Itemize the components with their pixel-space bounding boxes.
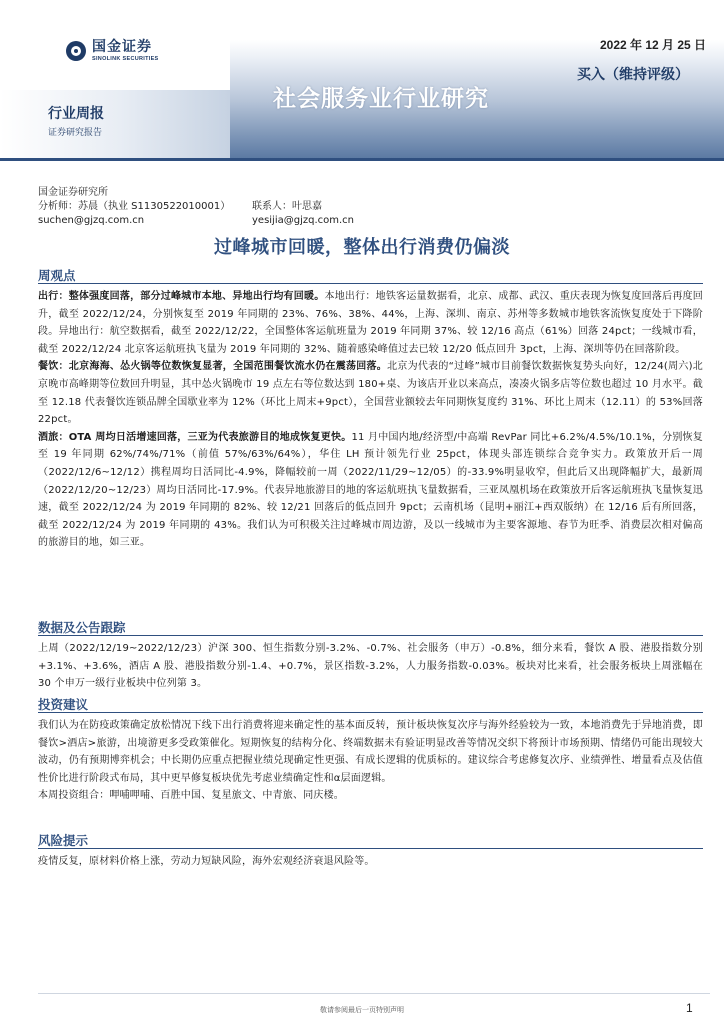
page-number: 1: [686, 1001, 693, 1015]
section-weekly-view: [38, 268, 703, 552]
analyst-email[interactable]: suchen@gjzq.com.cn: [38, 215, 145, 226]
paragraph-advice: 我们认为在防疫政策确定放松情况下线下出行消费将迎来确定性的基本面反转，预计板块恢复次序与海外经验较为一致，本地消费先于异地消费，即餐饮>酒店>旅游，出境游更多受政策催化。短期恢复的结构分化、终端数据未有验证明显改善等情况交织下将预计市场预期、情绪仍可能出现较大波动，仍有预期博弈机会；中长期仍应重点把握业绩兑现确定性更强、有成长逻辑的优质标的。建议综合考虑修复次序、业绩弹性、增量看点及估值性价比进行阶段式布局，其中更早修复板块优先考虑业绩确定性和α层面逻辑。: [38, 720, 703, 784]
section-risk: [38, 833, 703, 871]
banner-left-strip: [0, 90, 230, 158]
paragraph-body: 本地出行：地铁客运量数据看，北京、成都、武汉、重庆表现为恢复度回落后再度回升，截至 2022/12/24，分别恢复至 2019 年同期的 23%、76%、38%、44%，上海、深圳、南京、苏州等多数城市地铁客流恢复度处于下降阶段。异地出行：航空数据看，截至 2022/12/22，全国整体客运航班量为 2019 年同期 37%、较 12/16 高点（61%）回落 24pct；一线城市看，截至 2022/12/24 北京客运航班执飞量为 2019 年同期的 32%、随着感染峰值过去已较 12/20 低点回升 3pct，上海、深圳等仍在回落阶段。: [38, 291, 703, 355]
section-heading: 周观点: [38, 268, 703, 284]
report-category: 证券研究报告: [48, 128, 103, 138]
paragraph-body: 11 月中国内地/经济型/中高端 RevPar 同比+6.2%/4.5%/10.1%，分别恢复至 19 年同期 62%/74%/71%（前值 57%/63%/64%），华住 LH 预计领先行业 25pct，体现头部连锁综合竞争实力。政策放开后一周（2022/12/6~12/12）携程周均日活同比-4.9%，降幅较前一周（2022/11/29~12/05）的-33.9%明显收窄，但此后又出现降幅扩大，最新周（2022/12/20~12/23）周均日活同比-17.9%。代表异地旅游目的地的客运航班执飞量数据看，三亚凤凰机场在政策放开后客运航班执飞量恢复迅速，截至 2022/12/24 为 2019 年同期的 82%、较 12/21 回落后的低点回升 9pct；云南机场（昆明+丽江+西双版纳）在 12/16 后有所回落，截至 2022/12/24 为 2019 年同期的 43%。我们认为可积极关注过峰城市周边游，及以一线城市为主要客源地、春节为旺季、消费层次相对偏高的旅游目的地，如三亚。: [38, 431, 704, 549]
rating-label: 买入（维持评级）: [577, 67, 689, 83]
logo-english-name: SINOLINK SECURITIES: [92, 56, 159, 62]
paragraph-lead: 出行：整体强度回落，部分过峰城市本地、异地出行均有回暖。: [38, 291, 325, 302]
main-title: 过峰城市回暖，整体出行消费仍偏淡: [214, 237, 510, 258]
report-date: 2022 年 12 月 25 日: [600, 38, 707, 52]
contact-email[interactable]: yesijia@gjzq.com.cn: [252, 215, 355, 226]
report-type: 行业周报: [48, 106, 104, 122]
section-heading: 投资建议: [38, 697, 703, 713]
paragraph-risk: 疫情反复，原材料价格上涨，劳动力短缺风险，海外宏观经济衰退风险等。: [38, 856, 375, 867]
contact-line: 联系人：叶思嘉: [252, 201, 322, 212]
section-heading: 数据及公告跟踪: [38, 620, 703, 636]
analyst-line: 分析师：苏晨（执业 S1130522010001）: [38, 201, 231, 212]
paragraph-hotel-travel: [38, 429, 703, 552]
footer-divider: [38, 993, 710, 994]
paragraph-travel: [38, 288, 703, 358]
section-data-tracking: [38, 620, 703, 693]
section-investment-advice: [38, 697, 703, 805]
section-heading: 风险提示: [38, 833, 703, 849]
banner-divider: [0, 158, 724, 161]
paragraph-lead: 酒旅：OTA 周均日活增速回落，三亚为代表旅游目的地成恢复更快。: [38, 431, 352, 443]
institute-name: 国金证券研究所: [38, 187, 108, 198]
paragraph-dining: [38, 358, 703, 428]
footer-disclaimer: 敬请参阅最后一页特别声明: [320, 1006, 404, 1014]
paragraph-portfolio: 本周投资组合：呷哺呷哺、百胜中国、复星旅文、中青旅、同庆楼。: [38, 790, 344, 802]
logo-icon: [66, 41, 86, 61]
paragraph-body: 北京为代表的“过峰”城市目前餐饮数据恢复势头向好，12/24(周六)北京晚市高峰期等位数回升明显，其中怂火锅晚市 19 点左右等位数达到 180+桌、为该店开业以来高点，凑凑火锅多店等位数也超过 10 月水平。截至 12.18 代表餐饮连锁品牌全国歇业率为 12%（环比上周末+9pct），全国营业额较去年同期恢复度约 31%、环比上周末（12.11）的 53%回落 22pct。: [38, 361, 703, 426]
report-title: 社会服务业行业研究: [273, 86, 489, 112]
analyst-info: [38, 186, 354, 228]
company-logo: [66, 40, 159, 62]
logo-chinese-name: 国金证券: [92, 39, 152, 55]
paragraph-lead: 餐饮：北京海海、怂火锅等位数恢复显著，全国范围餐饮流水仍在震荡回落。: [38, 361, 388, 373]
paragraph-market-data: 上周（2022/12/19~2022/12/23）沪深 300、恒生指数分别-3.2%、-0.7%、社会服务（申万）-0.8%，细分来看，餐饮 A 股、港股指数分别+3.1%、+3.6%，酒店 A 股、港股指数分别-1.4、+0.7%，景区指数-3.2%，人力服务指数-0.03%。板块对比来看，社会服务板块上周涨幅在 30 个申万一级行业板块中位列第 3。: [38, 643, 703, 690]
